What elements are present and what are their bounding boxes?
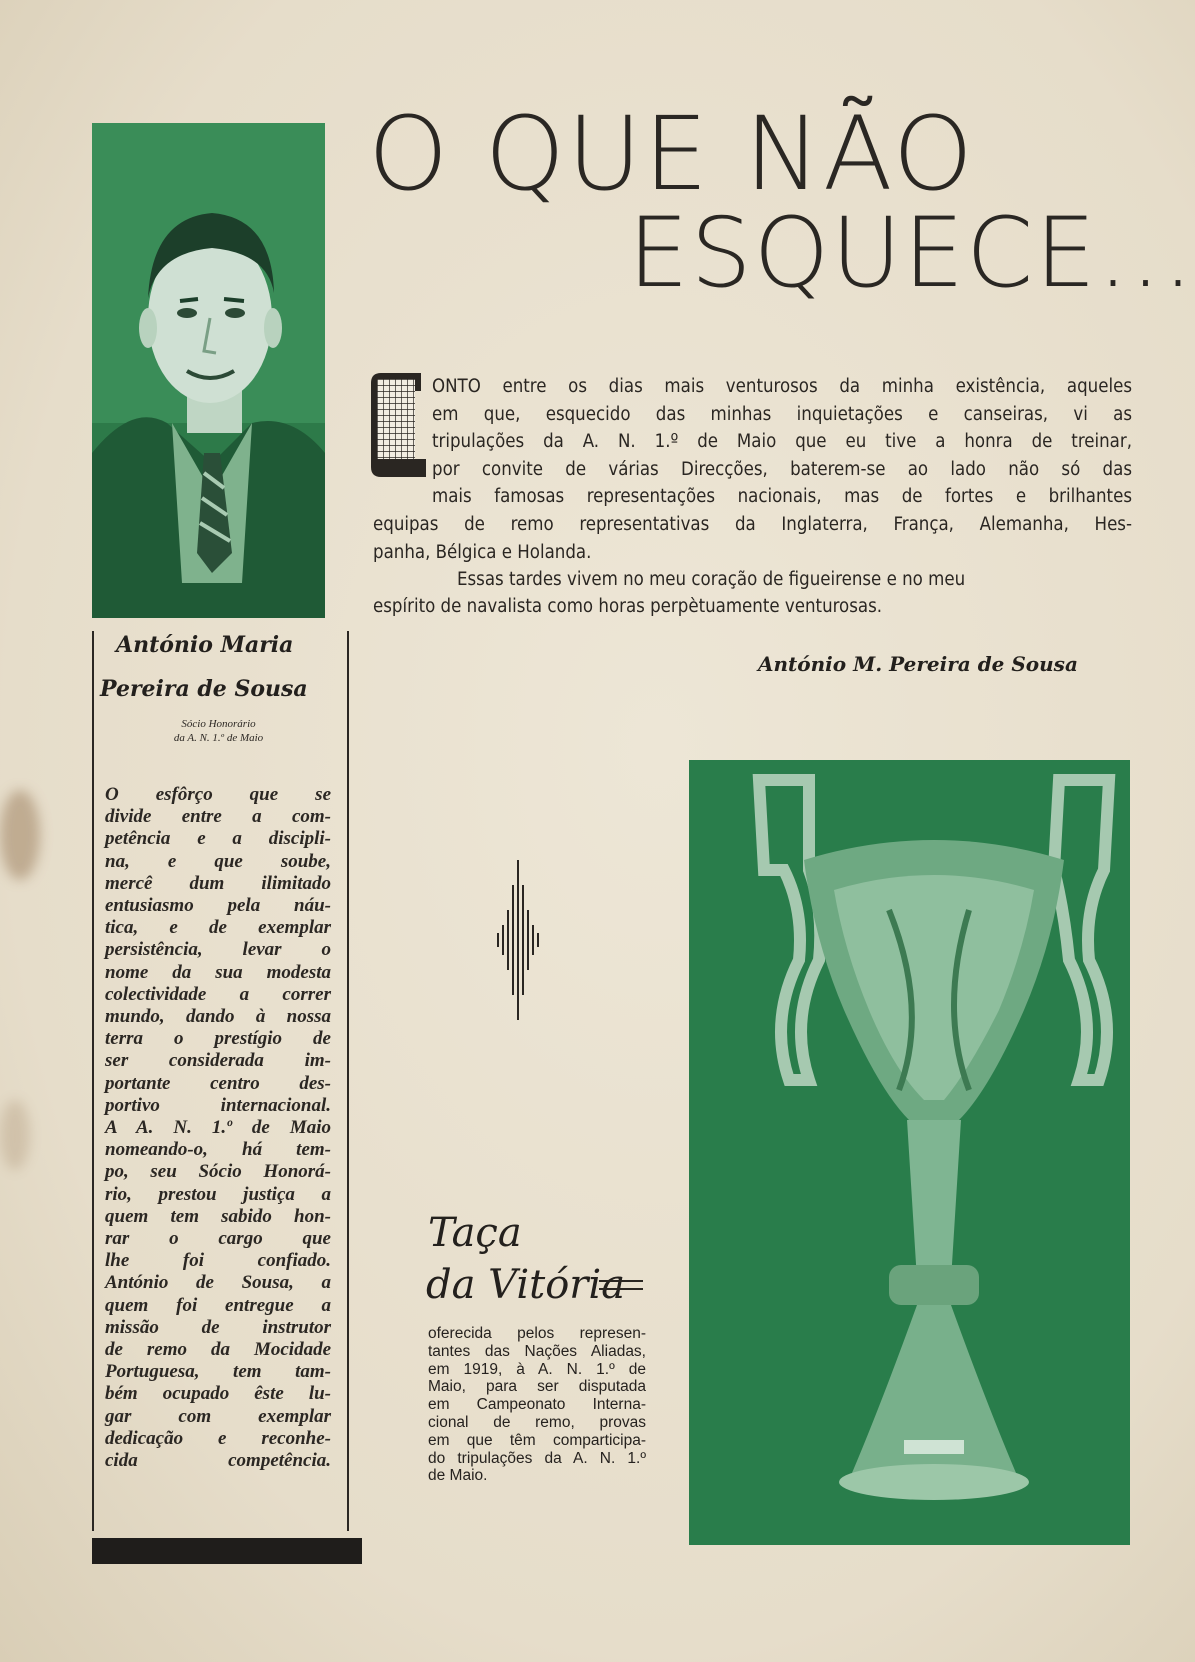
- bio-line: bém ocupado êste lu-: [105, 1383, 331, 1405]
- bio-line: O esfôrço que se: [105, 784, 331, 805]
- article-line: ONTO entre os dias mais venturosos da minha existência, aqueles: [432, 376, 1132, 397]
- caption-line: oferecida pelos represen-: [428, 1325, 646, 1342]
- sidebar-role-line2: da A. N. 1.º de Maio: [173, 732, 264, 744]
- bio-line: António de Sousa, a: [105, 1272, 331, 1294]
- trophy-caption: [428, 1325, 646, 1485]
- bio-line: po, seu Sócio Honorá-: [105, 1161, 331, 1183]
- bio-line: mundo, dando à nossa: [105, 1006, 331, 1028]
- bio-line: rio, prestou justiça a: [105, 1183, 331, 1205]
- bio-line: A A. N. 1.º de Maio: [105, 1117, 331, 1139]
- bio-line: ser considerada im-: [105, 1050, 331, 1072]
- sidebar-name-line1: António Maria: [116, 632, 294, 658]
- article-line: equipas de remo representativas da Inglaterra, França, Alemanha, Hes-: [373, 514, 1132, 535]
- page-title-line1: O QUE NÃO: [368, 95, 976, 214]
- bio-line: na, e que soube,: [105, 850, 331, 872]
- bio-line: mercê dum ilimitado: [105, 872, 331, 894]
- bio-line: quem foi entregue a: [105, 1294, 331, 1316]
- sidebar-name-line2: Pereira de Sousa: [100, 676, 308, 702]
- paper-stain: [0, 1100, 30, 1170]
- trophy-title-line2: da Vitória: [426, 1262, 626, 1308]
- bio-line: entusiasmo pela náu-: [105, 895, 331, 917]
- trophy-photo: [689, 760, 1130, 1545]
- bio-line: Portuguesa, tem tam-: [105, 1361, 331, 1383]
- biography-text: [105, 784, 331, 1472]
- article-para2-line2: espírito de navalista como horas perpètuamente venturosas.: [373, 596, 883, 617]
- caption-line: Maio, para ser disputada: [428, 1378, 646, 1396]
- caption-line: tantes das Nações Aliadas,: [428, 1342, 646, 1360]
- caption-line: cional de remo, provas: [428, 1413, 646, 1431]
- article-line: em que, esquecido das minhas inquietações e canseiras, vi as: [432, 403, 1132, 425]
- trophy-illustration: [689, 760, 1130, 1545]
- portrait-photo: [92, 123, 325, 618]
- paper-stain: [0, 790, 40, 880]
- bio-line: petência e a discipli-: [105, 828, 331, 850]
- article-line: por convite de várias Direcções, baterem-se ao lado não só das: [432, 458, 1132, 480]
- bio-line: quem tem sabido hon-: [105, 1205, 331, 1227]
- caption-line: em que têm comparticipa-: [428, 1431, 646, 1449]
- caption-line: de Maio.: [428, 1467, 488, 1485]
- caption-line: do tripulações da A. N. 1.º: [428, 1449, 646, 1467]
- bio-line: nome da sua modesta: [105, 961, 331, 983]
- bio-line: missão de instrutor: [105, 1316, 331, 1338]
- article-continuation: [373, 511, 1132, 566]
- article-para2-line1: Essas tardes vivem no meu coração de figueirense e no meu: [457, 569, 966, 590]
- trophy-title-line1: Taça: [428, 1210, 522, 1256]
- bio-line: portivo internacional.: [105, 1094, 331, 1116]
- article-line: mais famosas representações nacionais, mas de fortes e brilhantes: [432, 486, 1132, 507]
- bio-line: cida competência.: [105, 1450, 331, 1472]
- article-intro: [432, 373, 1132, 511]
- caption-line: em 1919, à A. N. 1.º de: [428, 1360, 646, 1378]
- footer-bar: [92, 1538, 362, 1564]
- bio-line: terra o prestígio de: [105, 1028, 331, 1050]
- drop-cap: [371, 373, 426, 477]
- caption-line: em Campeonato Interna-: [428, 1396, 646, 1414]
- bio-line: de remo da Mocidade: [105, 1339, 331, 1361]
- bio-line: lhe foi confiado.: [105, 1250, 331, 1272]
- bio-line: rar o cargo que: [105, 1228, 331, 1250]
- bio-line: persistência, levar o: [105, 939, 331, 961]
- trophy-title-rule: [599, 1280, 643, 1290]
- article-line: tripulações da A. N. 1.º de Maio que eu tive a honra de treinar,: [432, 431, 1132, 452]
- bio-line: divide entre a com-: [105, 806, 331, 828]
- article-line: panha, Bélgica e Holanda.: [373, 541, 592, 563]
- bio-line: dedicação e reconhe-: [105, 1427, 331, 1449]
- article-author-signature: António M. Pereira de Sousa: [758, 652, 1078, 676]
- ornament-divider: [496, 860, 540, 1020]
- bio-line: nomeando-o, há tem-: [105, 1139, 331, 1161]
- page-title-line2: ESQUECE...: [628, 197, 1195, 309]
- portrait-illustration: [92, 123, 325, 618]
- bio-line: gar com exemplar: [105, 1405, 331, 1427]
- bio-line: portante centro des-: [105, 1072, 331, 1094]
- sidebar-role-line1: Sócio Honorário: [181, 718, 256, 730]
- bio-line: tica, e de exemplar: [105, 917, 331, 939]
- bio-line: colectividade a correr: [105, 983, 331, 1005]
